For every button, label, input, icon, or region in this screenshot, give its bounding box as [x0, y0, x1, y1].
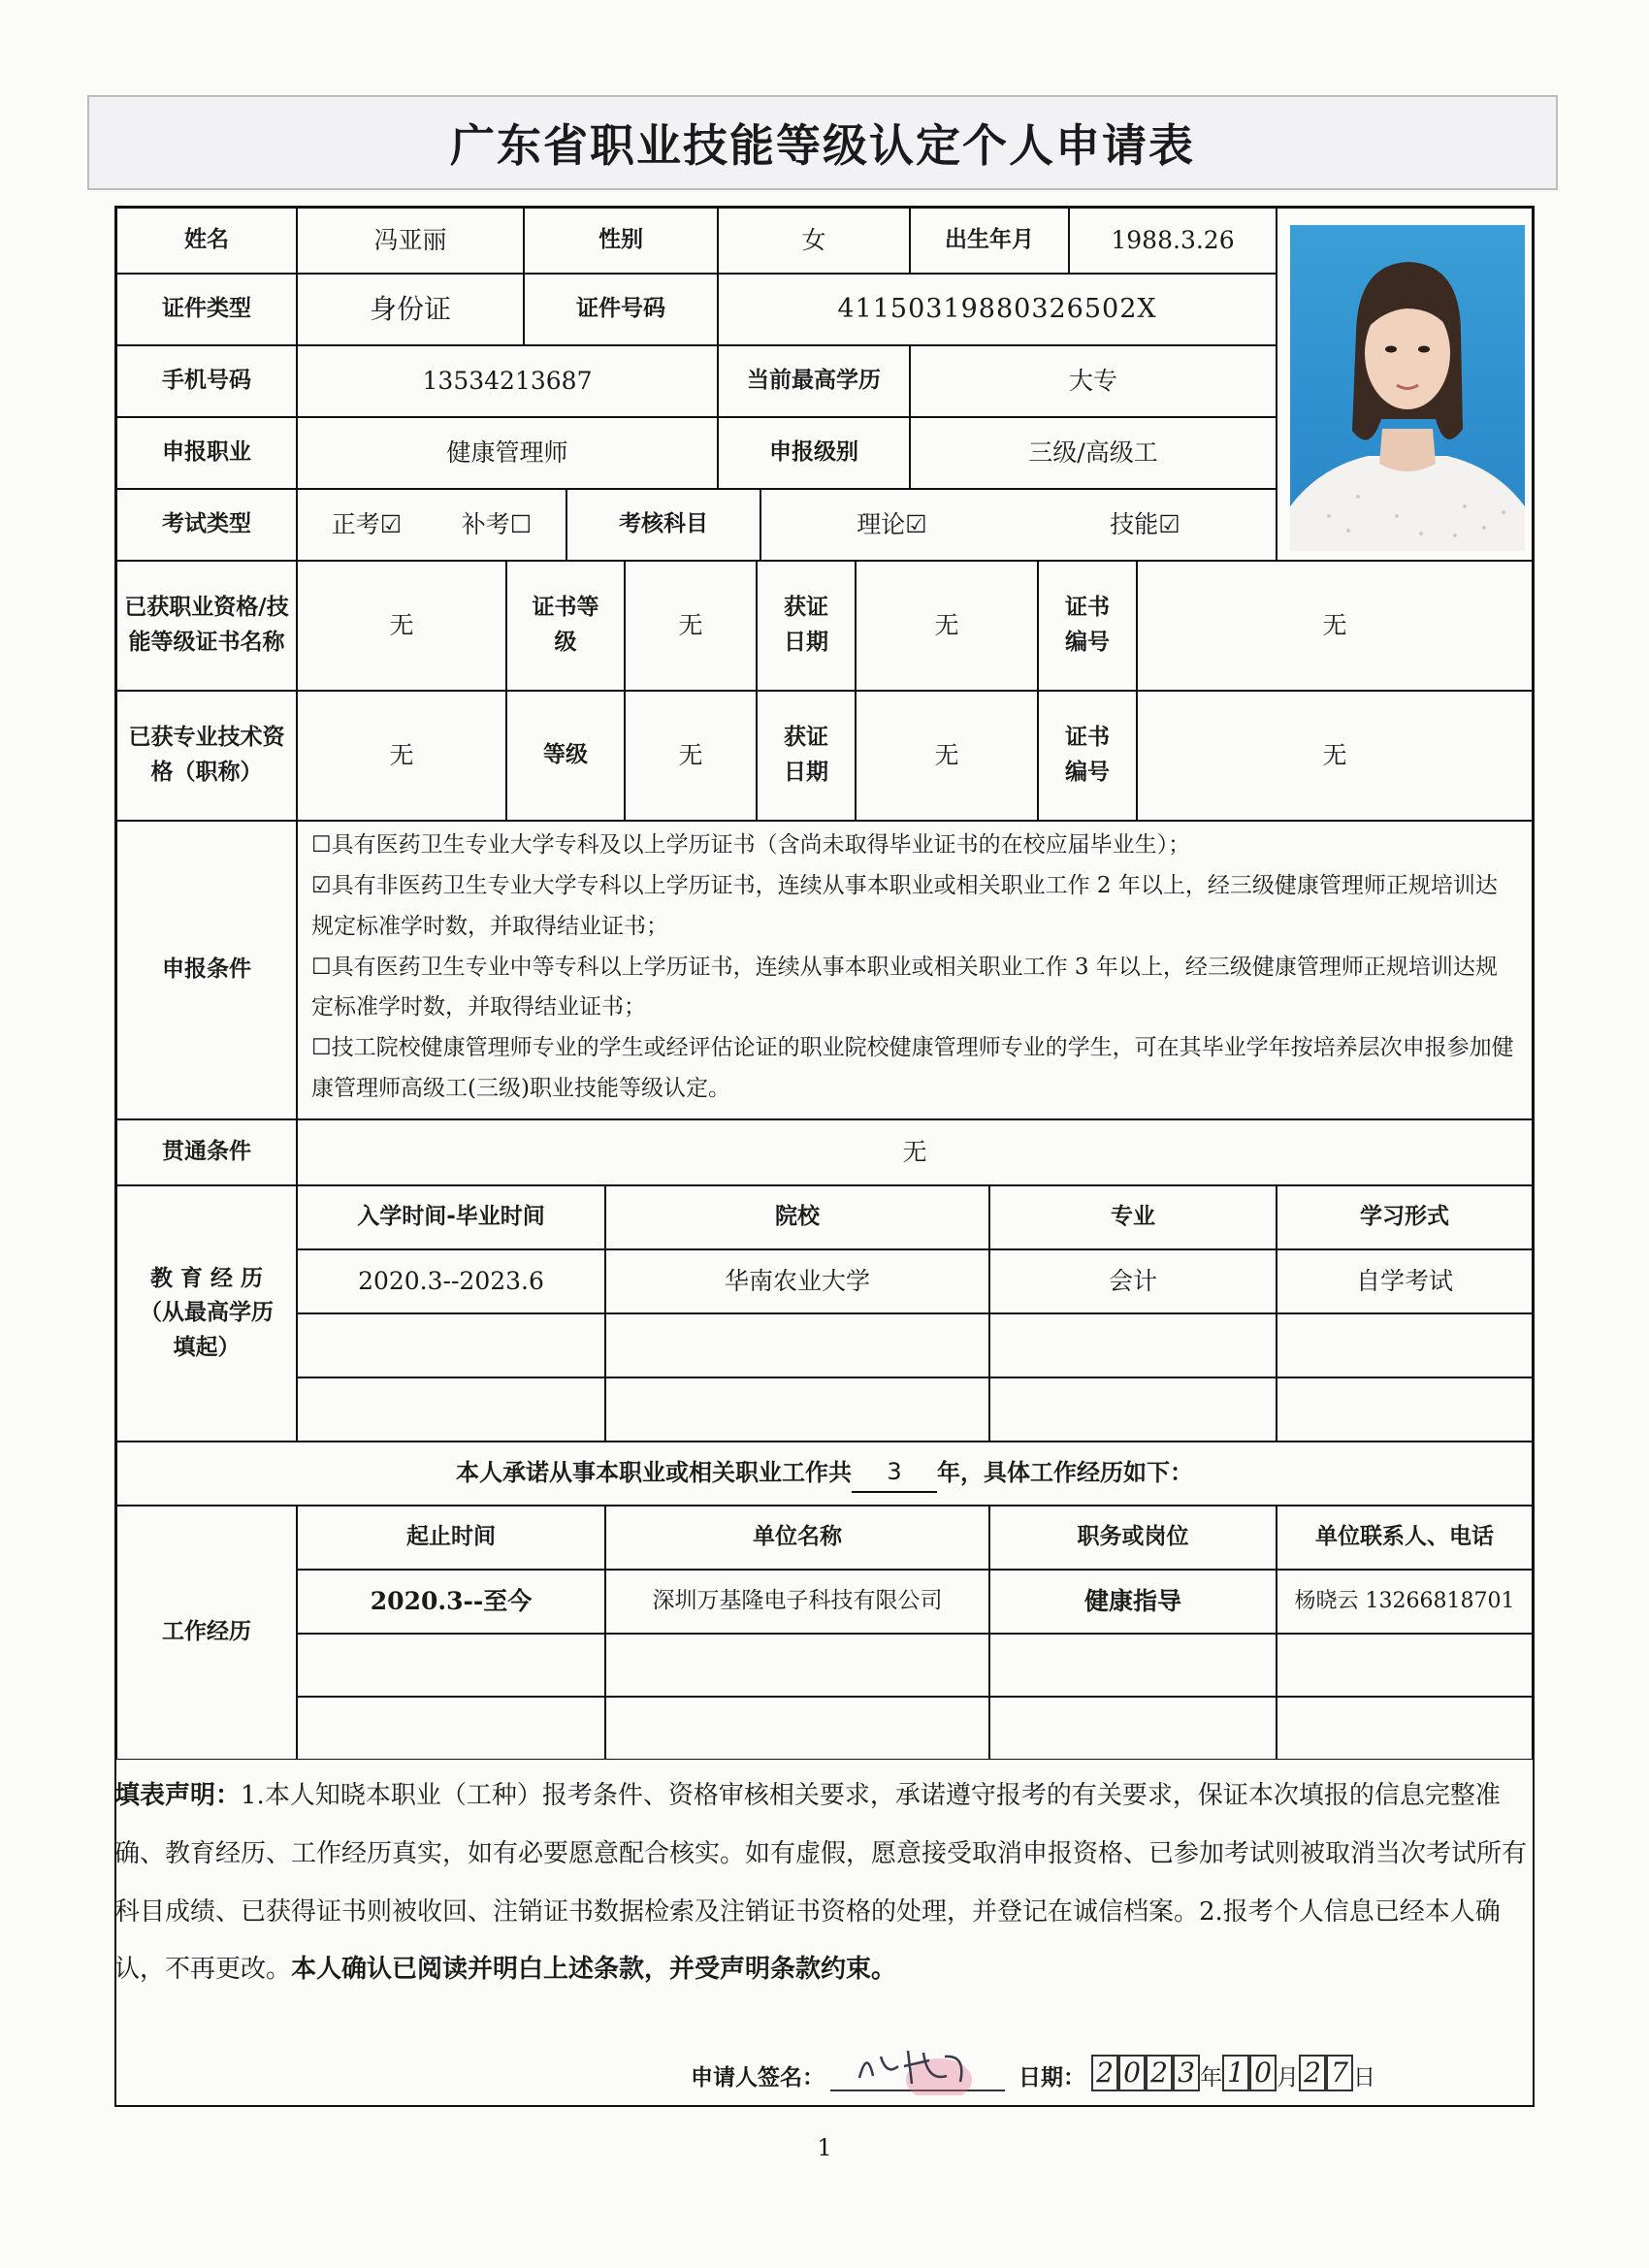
work-header-contact: 单位联系人、电话: [1277, 1506, 1533, 1570]
level-label: 申报级别: [718, 417, 910, 489]
promise-suffix: 年，具体工作经历如下：: [937, 1459, 1193, 1487]
work-row1-period[interactable]: 2020.3--至今: [297, 1570, 605, 1634]
cert2-no-value[interactable]: 无: [1137, 691, 1533, 821]
work-row3-position[interactable]: [989, 1697, 1277, 1760]
cert2-value[interactable]: 无: [297, 691, 506, 821]
conditions-label: 申报条件: [116, 821, 297, 1119]
cert2-date-value[interactable]: 无: [856, 691, 1038, 821]
work-row1-company[interactable]: 深圳万基隆电子科技有限公司: [605, 1570, 989, 1634]
idno-value[interactable]: 411503198803265​02X: [718, 274, 1277, 345]
subject-label: 考核科目: [566, 489, 760, 561]
signature-label: 申请人签名：: [691, 2065, 824, 2090]
phone-label: 手机号码: [116, 345, 297, 417]
education-label: 教 育 经 历（从最高学历填起）: [116, 1185, 297, 1442]
month-digit-1[interactable]: 1: [1222, 2055, 1249, 2091]
work-header-period: 起止时间: [297, 1506, 605, 1570]
condition-item-2[interactable]: ☑具有非医药卫生专业大学专科以上学历证书，连续从事本职业或相关职业工作 2 年以上，经三级健康管理师正规培训达规定标准学时数，并取得结业证书；: [311, 872, 1498, 939]
month-unit: 月: [1277, 2065, 1299, 2090]
through-label: 贯通条件: [116, 1119, 297, 1185]
work-row2-contact[interactable]: [1277, 1634, 1533, 1697]
year-digit-3[interactable]: 2: [1146, 2055, 1173, 2091]
signature-field[interactable]: [830, 2060, 1005, 2091]
work-row1-contact[interactable]: 杨晓云 13266818701: [1277, 1570, 1533, 1634]
declaration-tail: 本人确认已阅读并明白上述条款，并受声明条款约束。: [291, 1955, 897, 1985]
edu-row3-school[interactable]: [605, 1377, 989, 1442]
edu-row3-major[interactable]: [989, 1377, 1277, 1442]
promise-prefix: 本人承诺从事本职业或相关职业工作共: [456, 1459, 852, 1487]
year-digit-2[interactable]: 0: [1118, 2055, 1146, 2091]
subject-options[interactable]: [760, 489, 1277, 561]
edu-row1-major[interactable]: 会计: [989, 1249, 1277, 1313]
form-title: 广东省职业技能等级认定个人申请表: [450, 119, 1195, 172]
edu-row2-school[interactable]: [605, 1313, 989, 1377]
condition-item-1[interactable]: ☐具有医药卫生专业大学专科及以上学历证书（含尚未取得毕业证书的在校应届毕业生）；: [311, 832, 1191, 858]
day-unit: 日: [1353, 2065, 1375, 2090]
phone-value[interactable]: 13534213687: [297, 345, 718, 417]
edu-row3-period[interactable]: [297, 1377, 605, 1442]
name-label: 姓名: [116, 208, 297, 274]
month-digit-2[interactable]: 0: [1249, 2055, 1277, 2091]
cert1-no-value[interactable]: 无: [1137, 561, 1533, 691]
edu-row1-school[interactable]: 华南农业大学: [605, 1249, 989, 1313]
form-title-box: [87, 95, 1558, 190]
birth-value[interactable]: 1988.3.26: [1069, 208, 1277, 274]
subject-skill-checkbox[interactable]: 技能☑: [1110, 509, 1180, 538]
work-row2-company[interactable]: [605, 1634, 989, 1697]
work-row2-period[interactable]: [297, 1634, 605, 1697]
birth-label: 出生年月: [910, 208, 1069, 274]
idtype-value[interactable]: 身份证: [297, 274, 524, 345]
declaration-head: 填表声明：: [114, 1781, 242, 1810]
portrait-image: [1290, 225, 1525, 551]
conditions-list: [297, 821, 1533, 1119]
cert2-date-label: 获证日期: [757, 691, 856, 821]
edu-row3-form[interactable]: [1277, 1377, 1533, 1442]
edu-row2-form[interactable]: [1277, 1313, 1533, 1377]
idno-label: 证件号码: [524, 274, 718, 345]
work-row3-contact[interactable]: [1277, 1697, 1533, 1760]
cert1-label: 已获职业资格/技能等级证书名称: [116, 561, 297, 691]
year-digit-4[interactable]: 3: [1173, 2055, 1200, 2091]
name-value[interactable]: 冯亚丽: [297, 208, 524, 274]
occupation-value[interactable]: 健康管理师: [297, 417, 718, 489]
exam-makeup-checkbox[interactable]: 补考☐: [461, 509, 533, 538]
occupation-label: 申报职业: [116, 417, 297, 489]
gender-value[interactable]: 女: [718, 208, 910, 274]
work-row2-position[interactable]: [989, 1634, 1277, 1697]
work-header-position: 职务或岗位: [989, 1506, 1277, 1570]
idtype-label: 证件类型: [116, 274, 297, 345]
cert1-grade-label: 证书等级: [506, 561, 625, 691]
signature-row: [691, 2055, 1375, 2091]
cert2-grade-label: 等级: [506, 691, 625, 821]
cert2-label: 已获专业技术资格（职称）: [116, 691, 297, 821]
edu-row2-period[interactable]: [297, 1313, 605, 1377]
work-header-company: 单位名称: [605, 1506, 989, 1570]
day-digit-2[interactable]: 7: [1326, 2055, 1353, 2091]
promise-row: [116, 1442, 1533, 1506]
edu-row1-form[interactable]: 自学考试: [1277, 1249, 1533, 1313]
cert1-date-label: 获证日期: [757, 561, 856, 691]
edu-header-school: 院校: [605, 1185, 989, 1249]
cert1-no-label: 证书编号: [1038, 561, 1137, 691]
edu-header-period: 入学时间-毕业时间: [297, 1185, 605, 1249]
exam-regular-checkbox[interactable]: 正考☑: [331, 509, 403, 538]
edu-row1-period[interactable]: 2020.3--2023.6: [297, 1249, 605, 1313]
level-value[interactable]: 三级/高级工: [910, 417, 1277, 489]
cert2-grade-value[interactable]: 无: [625, 691, 757, 821]
exam-type-label: 考试类型: [116, 489, 297, 561]
gender-label: 性别: [524, 208, 718, 274]
condition-item-3[interactable]: ☐具有医药卫生专业中等专科以上学历证书，连续从事本职业或相关职业工作 3 年以上，经三级健康管理师正规培训达规定标准学时数，并取得结业证书；: [311, 954, 1498, 1021]
work-label: 工作经历: [116, 1506, 297, 1760]
work-row3-period[interactable]: [297, 1697, 605, 1760]
page-number: 1: [817, 2134, 832, 2161]
work-row3-company[interactable]: [605, 1697, 989, 1760]
applicant-photo: [1290, 225, 1525, 551]
year-unit: 年: [1200, 2065, 1222, 2090]
work-row1-position[interactable]: 健康指导: [989, 1570, 1277, 1634]
edu-row2-major[interactable]: [989, 1313, 1277, 1377]
cert2-no-label: 证书编号: [1038, 691, 1137, 821]
condition-item-4[interactable]: ☐技工院校健康管理师专业的学生或经评估论证的职业院校健康管理师专业的学生，可在其毕业学年按培养层次申报参加健康管理师高级工(三级)职业技能等级认定。: [311, 1035, 1514, 1102]
date-label: 日期：: [1018, 2065, 1085, 2090]
cert1-grade-value[interactable]: 无: [625, 561, 757, 691]
declaration-text: [114, 1767, 1531, 1999]
subject-theory-checkbox[interactable]: 理论☑: [857, 509, 927, 538]
year-digit-1[interactable]: 2: [1091, 2055, 1118, 2091]
declaration-body: 1.本人知晓本职业（工种）报考条件、资格审核相关要求，承诺遵守报考的有关要求，保证本次填报的信息完整准确、教育经历、工作经历真实，如有必要愿意配合核实。如有虚假，愿意接受取消申报资格、已参加考试则被取消当次考试所有科目成绩、已获得证书则被收回、注销证书数据检索及注销证书资格的处理，并登记在诚信档案。2.报考个人信息已经本人确认，不再更改。: [114, 1781, 1528, 1985]
cert1-date-value[interactable]: 无: [856, 561, 1038, 691]
day-digit-1[interactable]: 2: [1299, 2055, 1326, 2091]
cert1-value[interactable]: 无: [297, 561, 506, 691]
edu-header-major: 专业: [989, 1185, 1277, 1249]
edu-value[interactable]: 大专: [910, 345, 1277, 417]
exam-type-options[interactable]: [297, 489, 566, 561]
edu-header-form: 学习形式: [1277, 1185, 1533, 1249]
handwritten-signature: [830, 2037, 1005, 2095]
through-value[interactable]: 无: [297, 1119, 1533, 1185]
edu-label: 当前最高学历: [718, 345, 910, 417]
promise-years[interactable]: 3: [852, 1454, 937, 1492]
